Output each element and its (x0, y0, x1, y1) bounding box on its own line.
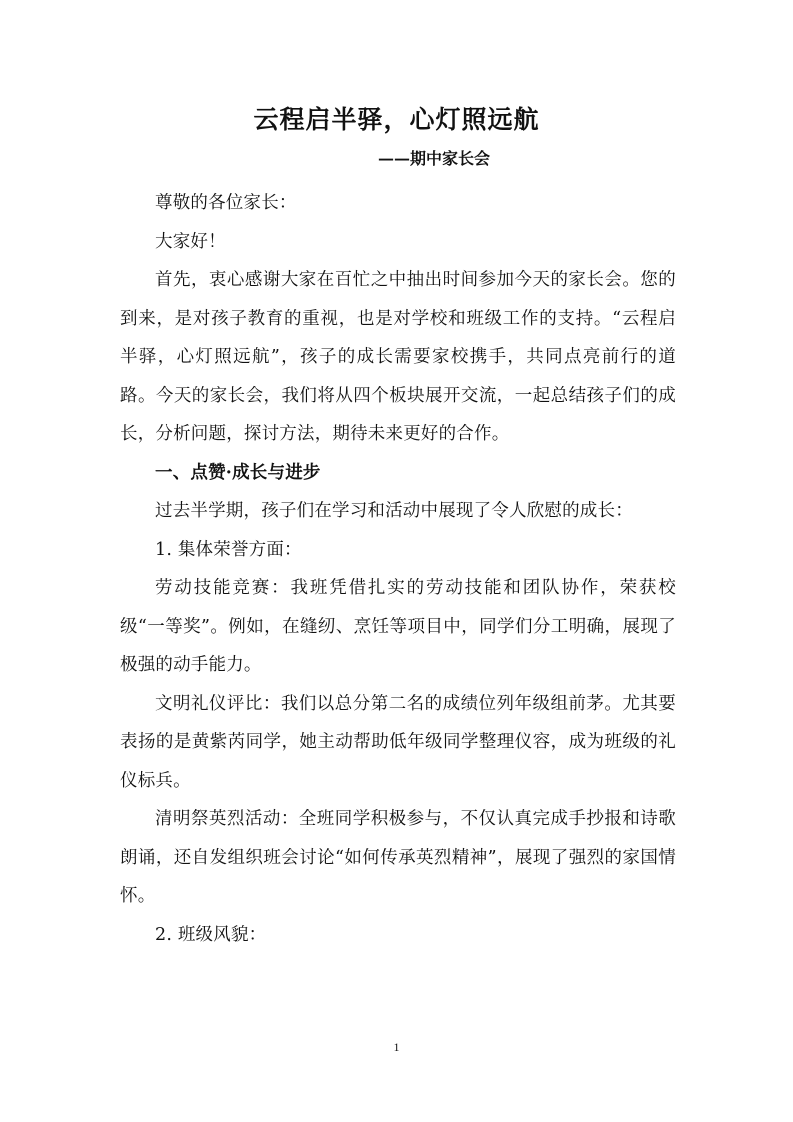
section-heading: 一、点赞·成长与进步 (155, 462, 321, 483)
document-title: 云程启半驿，心灯照远航 (253, 105, 540, 134)
section-intro: 过去半学期，孩子们在学习和活动中展现了令人欣慰的成长： (155, 501, 633, 521)
document-body (120, 184, 676, 954)
paragraph-qingming: 清明祭英烈活动：全班同学积极参与，不仅认真完成手抄报和诗歌朗诵，还自发组织班会讨论“如何传承英烈精神”，展现了强烈的家国情怀。 (120, 809, 676, 906)
paragraph-labor-contest: 劳动技能竞赛：我班凭借扎实的劳动技能和团队协作，荣获校级“一等奖”。例如，在缝纫、烹饪等项目中，同学们分工明确，展现了极强的动手能力。 (120, 578, 676, 675)
document-subtitle: ——期中家长会 (377, 149, 490, 168)
salutation: 大家好！ (155, 231, 226, 252)
page-number: 1 (393, 1040, 400, 1054)
greeting: 尊敬的各位家长： (155, 193, 297, 213)
intro-paragraph: 首先，衷心感谢大家在百忙之中抽出时间参加今天的家长会。您的到来，是对孩子教育的重视，也是对学校和班级工作的支持。“云程启半驿，心灯照远航”，孩子的成长需要家校携手，共同点亮前行的道路。今天的家长会，我们将从四个板块展开交流，一起总结孩子们的成长，分析问题，探讨方法，期待未来更好的合作。 (120, 270, 676, 444)
paragraph-etiquette: 文明礼仪评比：我们以总分第二名的成绩位列年级组前茅。尤其要表扬的是黄紫芮同学，她主动帮助低年级同学整理仪容，成为班级的礼仪标兵。 (120, 693, 676, 791)
subsection-heading: 1. 集体荣誉方面： (155, 539, 302, 560)
subsection-heading: 2. 班级风貌： (155, 924, 267, 945)
